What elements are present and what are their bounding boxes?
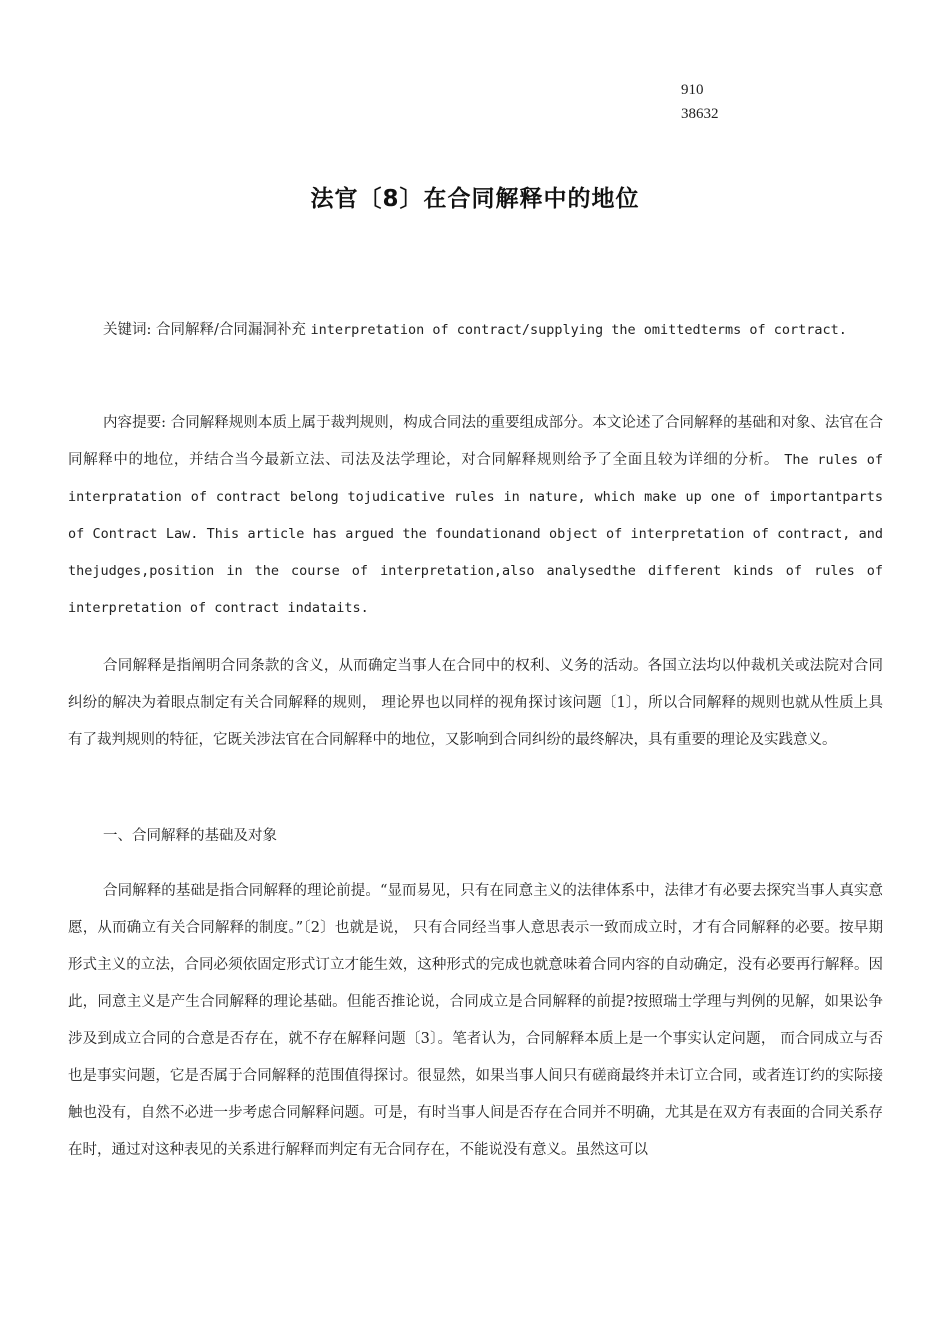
intro-paragraph: 合同解释是指阐明合同条款的含义，从而确定当事人在合同中的权利、义务的活动。各国立法均以仲裁机关或法院对合同纠纷的解决为着眼点制定有关合同解释的规则， 理论界也以同样的视角探讨该问题〔1〕，所以合同解释的规则也就从性质上具有了裁判规则的特征，它既关涉法官在合同解释中的地位，又影响到合同纠纷的最终解决，具有重要的理论及实践意义。 bbox=[68, 658, 883, 748]
corner-number-1: 910 bbox=[681, 82, 704, 98]
abstract-paragraph bbox=[68, 405, 883, 627]
keywords-english: interpretation of contract/supplying the omittedterms of cortract. bbox=[310, 322, 847, 338]
section-heading: 一、合同解释的基础及对象 bbox=[103, 828, 277, 844]
abstract-label: 内容提要: bbox=[103, 415, 171, 431]
section-paragraph: 合同解释的基础是指合同解释的理论前提。“显而易见，只有在同意主义的法律体系中，法律才有必要去探究当事人真实意愿，从而确立有关合同解释的制度。”〔2〕也就是说， 只有合同经当事人意思表示一致而成立时，才有合同解释的必要。按早期形式主义的立法，合同必须依固定形式订立才能生效，这种形式的完成也就意味着合同内容的自动确定，没有必要再行解释。因此，同意主义是产生合同解释的理论基础。但能否推论说，合同成立是合同解释的前提?按照瑞士学理与判例的见解，如果讼争涉及到成立合同的合意是否存在，就不存在解释问题〔3〕。笔者认为，合同解释本质上是一个事实认定问题， 而合同成立与否也是事实问题，它是否属于合同解释的范围值得探讨。很显然，如果当事人间只有磋商最终并未订立合同，或者连订约的实际接触也没有，自然不必进一步考虑合同解释问题。可是，有时当事人间是否存在合同并不明确，尤其是在双方有表面的合同关系存在时，通过对这种表见的关系进行解释而判定有无合同存在，不能说没有意义。虽然这可以 bbox=[68, 883, 883, 1158]
abstract-chinese: 合同解释规则本质上属于裁判规则，构成合同法的重要组成部分。本文论述了合同解释的基础和对象、法官在合同解释中的地位，并结合当今最新立法、司法及法学理论，对合同解释规则给予了全面且较为详细的分析。 bbox=[68, 415, 883, 468]
keywords-label: 关键词: bbox=[103, 322, 156, 338]
keywords-paragraph bbox=[68, 312, 883, 349]
page-corner-numbers bbox=[681, 78, 719, 126]
document-title: 法官〔8〕在合同解释中的地位 bbox=[310, 186, 640, 212]
corner-number-2: 38632 bbox=[681, 106, 719, 122]
keywords-chinese: 合同解释/合同漏洞补充 bbox=[156, 322, 306, 338]
abstract-english: The rules of interpratation of contract belong tojudicative rules in nature, which make up one of importantparts of Contract Law. This article has argued the foundationand object of interpretation of contract, and thejudges,position in the course of interpretation,also analysedthe different kinds of rules of interpretation of contract indataits. bbox=[68, 452, 884, 616]
